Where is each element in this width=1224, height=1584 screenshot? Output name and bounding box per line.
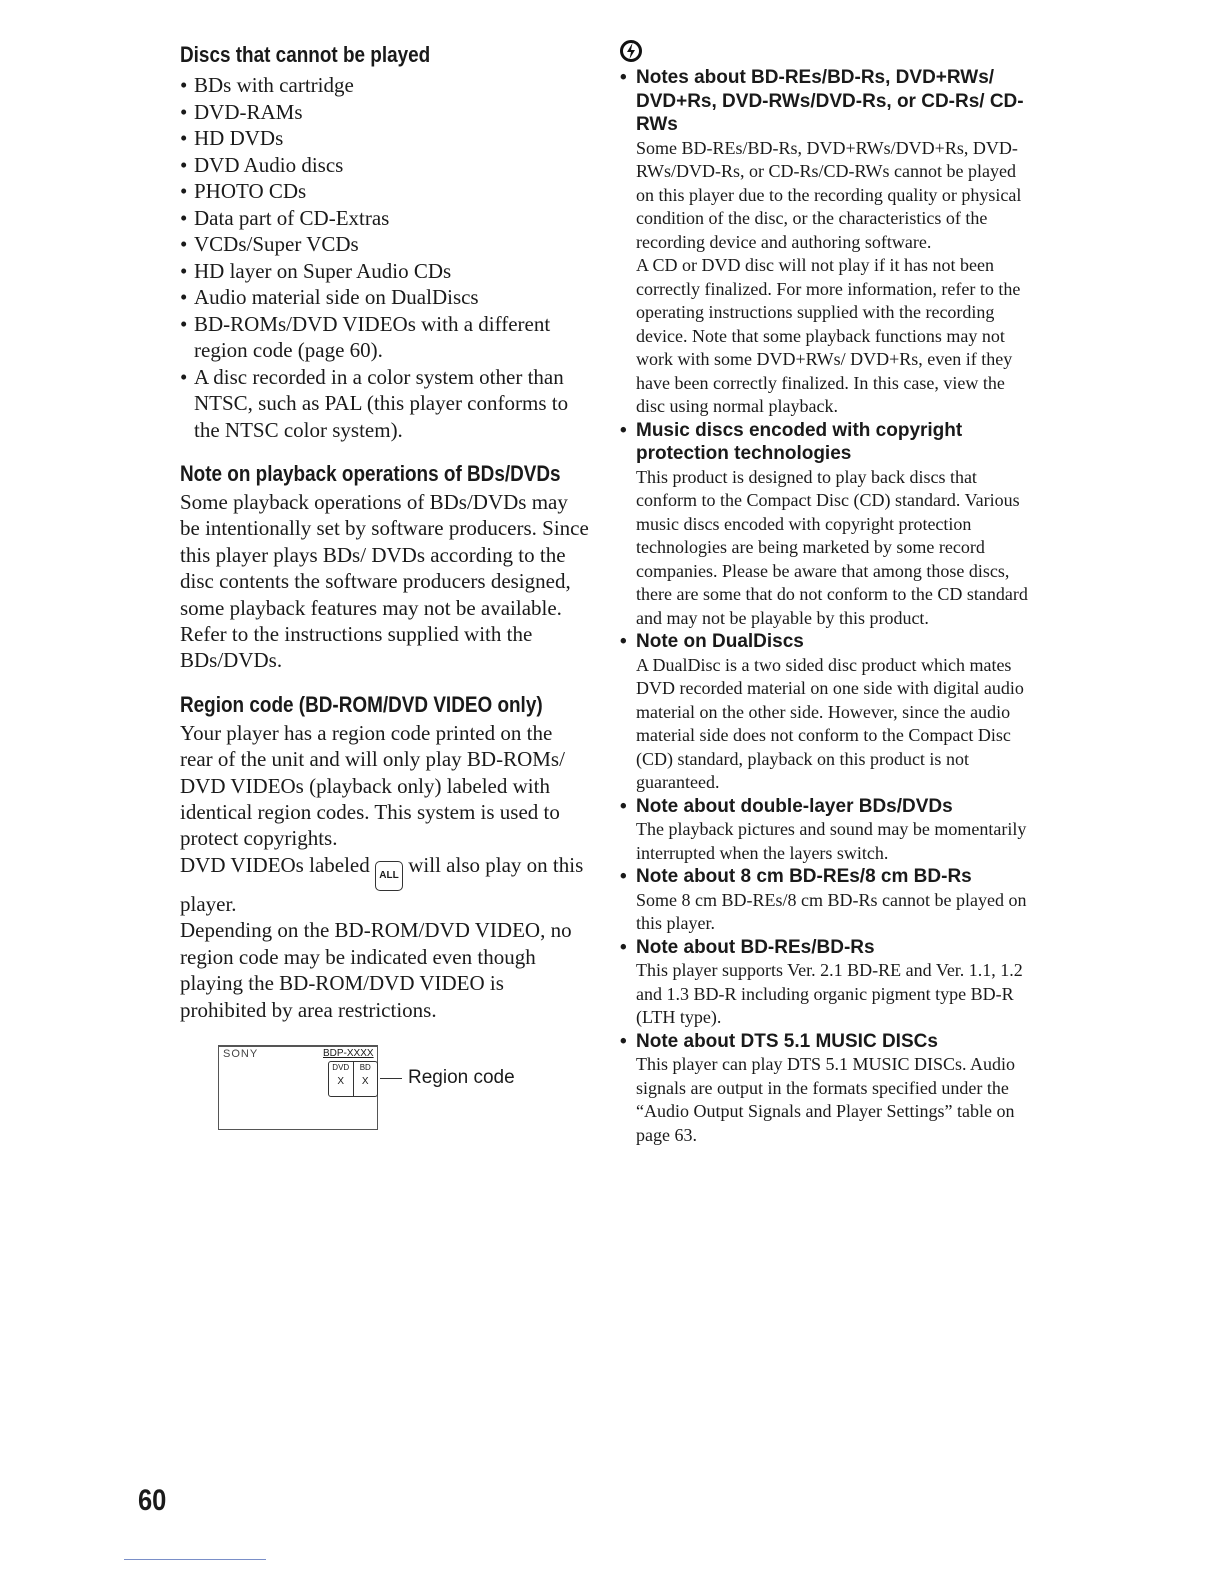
model-label: BDP-XXXX — [323, 1047, 374, 1059]
disc-list — [180, 72, 590, 443]
list-item: • HD DVDs — [180, 125, 590, 152]
code-label: X — [337, 1075, 345, 1087]
page-number: 60 — [138, 1484, 167, 1517]
region-code-figure — [180, 1045, 590, 1145]
note-body: A DualDisc is a two sided disc product which mates DVD recorded material on one side with digital audio material on the other side. However, since the audio material side does not conform to the Compact Disc (CD) standard, playback on this product is not guaranteed. — [636, 654, 1024, 792]
note-heading: • Note about BD-REs/BD-Rs — [620, 936, 1030, 960]
text-fragment: will also play on this player. — [180, 852, 584, 916]
note-item — [620, 630, 1030, 795]
body-text: Your player has a region code printed on the rear of the unit and will only play BD-ROMs/ DVD VIDEOs (playback only) labeled with identical region codes. This system is used to protect copyrights. — [180, 720, 565, 851]
section-heading: Region code (BD-ROM/DVD VIDEO only) — [180, 691, 543, 717]
list-item: • BD-ROMs/DVD VIDEOs with a different region code (page 60). — [180, 311, 590, 364]
format-label: BD — [359, 1062, 371, 1072]
section-heading: Discs that cannot be played — [180, 42, 431, 67]
note-item — [620, 936, 1030, 1030]
list-item: • HD layer on Super Audio CDs — [180, 258, 590, 285]
region-cell — [353, 1062, 378, 1096]
code-label: X — [361, 1075, 369, 1087]
list-item: • PHOTO CDs — [180, 178, 590, 205]
region-code-label: Region code — [408, 1066, 515, 1088]
region-section — [180, 690, 590, 1145]
note-heading: • Note about double-layer BDs/DVDs — [620, 795, 1030, 819]
list-item: • DVD-RAMs — [180, 99, 590, 126]
list-item: • Audio material side on DualDiscs — [180, 284, 590, 311]
text-fragment: DVD VIDEOs labeled — [180, 852, 370, 877]
discs-section — [180, 40, 590, 443]
format-label: DVD — [332, 1062, 350, 1072]
playback-section — [180, 459, 590, 674]
region-cell — [329, 1062, 353, 1096]
note-item — [620, 419, 1030, 631]
note-body: This player can play DTS 5.1 MUSIC DISCs. Audio signals are output in the formats specified under the “Audio Output Signals and Player Settings” table on page 63. — [636, 1054, 1015, 1145]
caution-icon — [620, 40, 642, 62]
note-heading: • Note about DTS 5.1 MUSIC DISCs — [620, 1030, 1030, 1054]
note-heading: • Note on DualDiscs — [620, 630, 1030, 654]
footer-rule — [124, 1559, 266, 1560]
note-heading: • Notes about BD-REs/BD-Rs, DVD+RWs/ DVD+Rs, DVD-RWs/DVD-Rs, or CD-Rs/ CD-RWs — [620, 66, 1030, 137]
note-item — [620, 66, 1030, 419]
note-body: The playback pictures and sound may be momentarily interrupted when the layers switch. — [636, 819, 1027, 863]
left-column — [180, 40, 590, 1145]
right-column — [620, 40, 1030, 1147]
body-text: Some playback operations of BDs/DVDs may be intentionally set by software producers. Since this player plays BDs/ DVDs according to the disc contents the software producers designed, some playback features may not be available. Refer to the instructions supplied with the BDs/DVDs. — [180, 490, 589, 673]
note-heading: • Music discs encoded with copyright protection technologies — [620, 419, 1030, 466]
all-region-icon: ALL — [375, 861, 403, 891]
list-item: • VCDs/Super VCDs — [180, 231, 590, 258]
section-heading: Note on playback operations of BDs/DVDs — [180, 461, 561, 486]
note-item — [620, 795, 1030, 866]
list-item: • A disc recorded in a color system other than NTSC, such as PAL (this player conforms to the NTSC color system). — [180, 364, 590, 444]
list-item: • DVD Audio discs — [180, 152, 590, 179]
body-text: Depending on the BD-ROM/DVD VIDEO, no region code may be indicated even though playing the BD-ROM/DVD VIDEO is prohibited by area restrictions. — [180, 918, 572, 1022]
note-body: This product is designed to play back discs that conform to the Compact Disc (CD) standard. Various music discs encoded with copyright protection technologies are being marketed by some record companies. Please be aware that among those discs, there are some that do not conform to the CD standard and may not be playable by this product. — [636, 466, 1028, 628]
note-item — [620, 865, 1030, 936]
brand-logo: SONY — [223, 1047, 259, 1060]
region-code-box — [328, 1061, 378, 1097]
list-item: • Data part of CD-Extras — [180, 205, 590, 232]
leader-line — [380, 1078, 402, 1079]
notes-list — [620, 66, 1030, 1147]
list-item: • BDs with cartridge — [180, 72, 590, 99]
body-text — [180, 852, 590, 917]
note-body: A CD or DVD disc will not play if it has not been correctly finalized. For more information, refer to the operating instructions supplied with the recording device. Note that some playback functions may not work with some DVD+RWs/ DVD+Rs, even if they have been correctly finalized. In this case, view the disc using normal playback. — [636, 255, 1021, 416]
note-body: This player supports Ver. 2.1 BD-RE and Ver. 1.1, 1.2 and 1.3 BD-R including organic pigment type BD-R (LTH type). — [636, 960, 1023, 1027]
note-body: Some 8 cm BD-REs/8 cm BD-Rs cannot be played on this player. — [636, 889, 1027, 933]
note-heading: • Note about 8 cm BD-REs/8 cm BD-Rs — [620, 865, 1030, 889]
note-body: Some BD-REs/BD-Rs, DVD+RWs/DVD+Rs, DVD-RWs/DVD-Rs, or CD-Rs/CD-RWs cannot be played on this player due to the recording quality or physical condition of the disc, or the characteristics of the recording device and authoring software. — [636, 137, 1022, 252]
note-item — [620, 1030, 1030, 1148]
rear-panel-illustration — [218, 1045, 378, 1130]
